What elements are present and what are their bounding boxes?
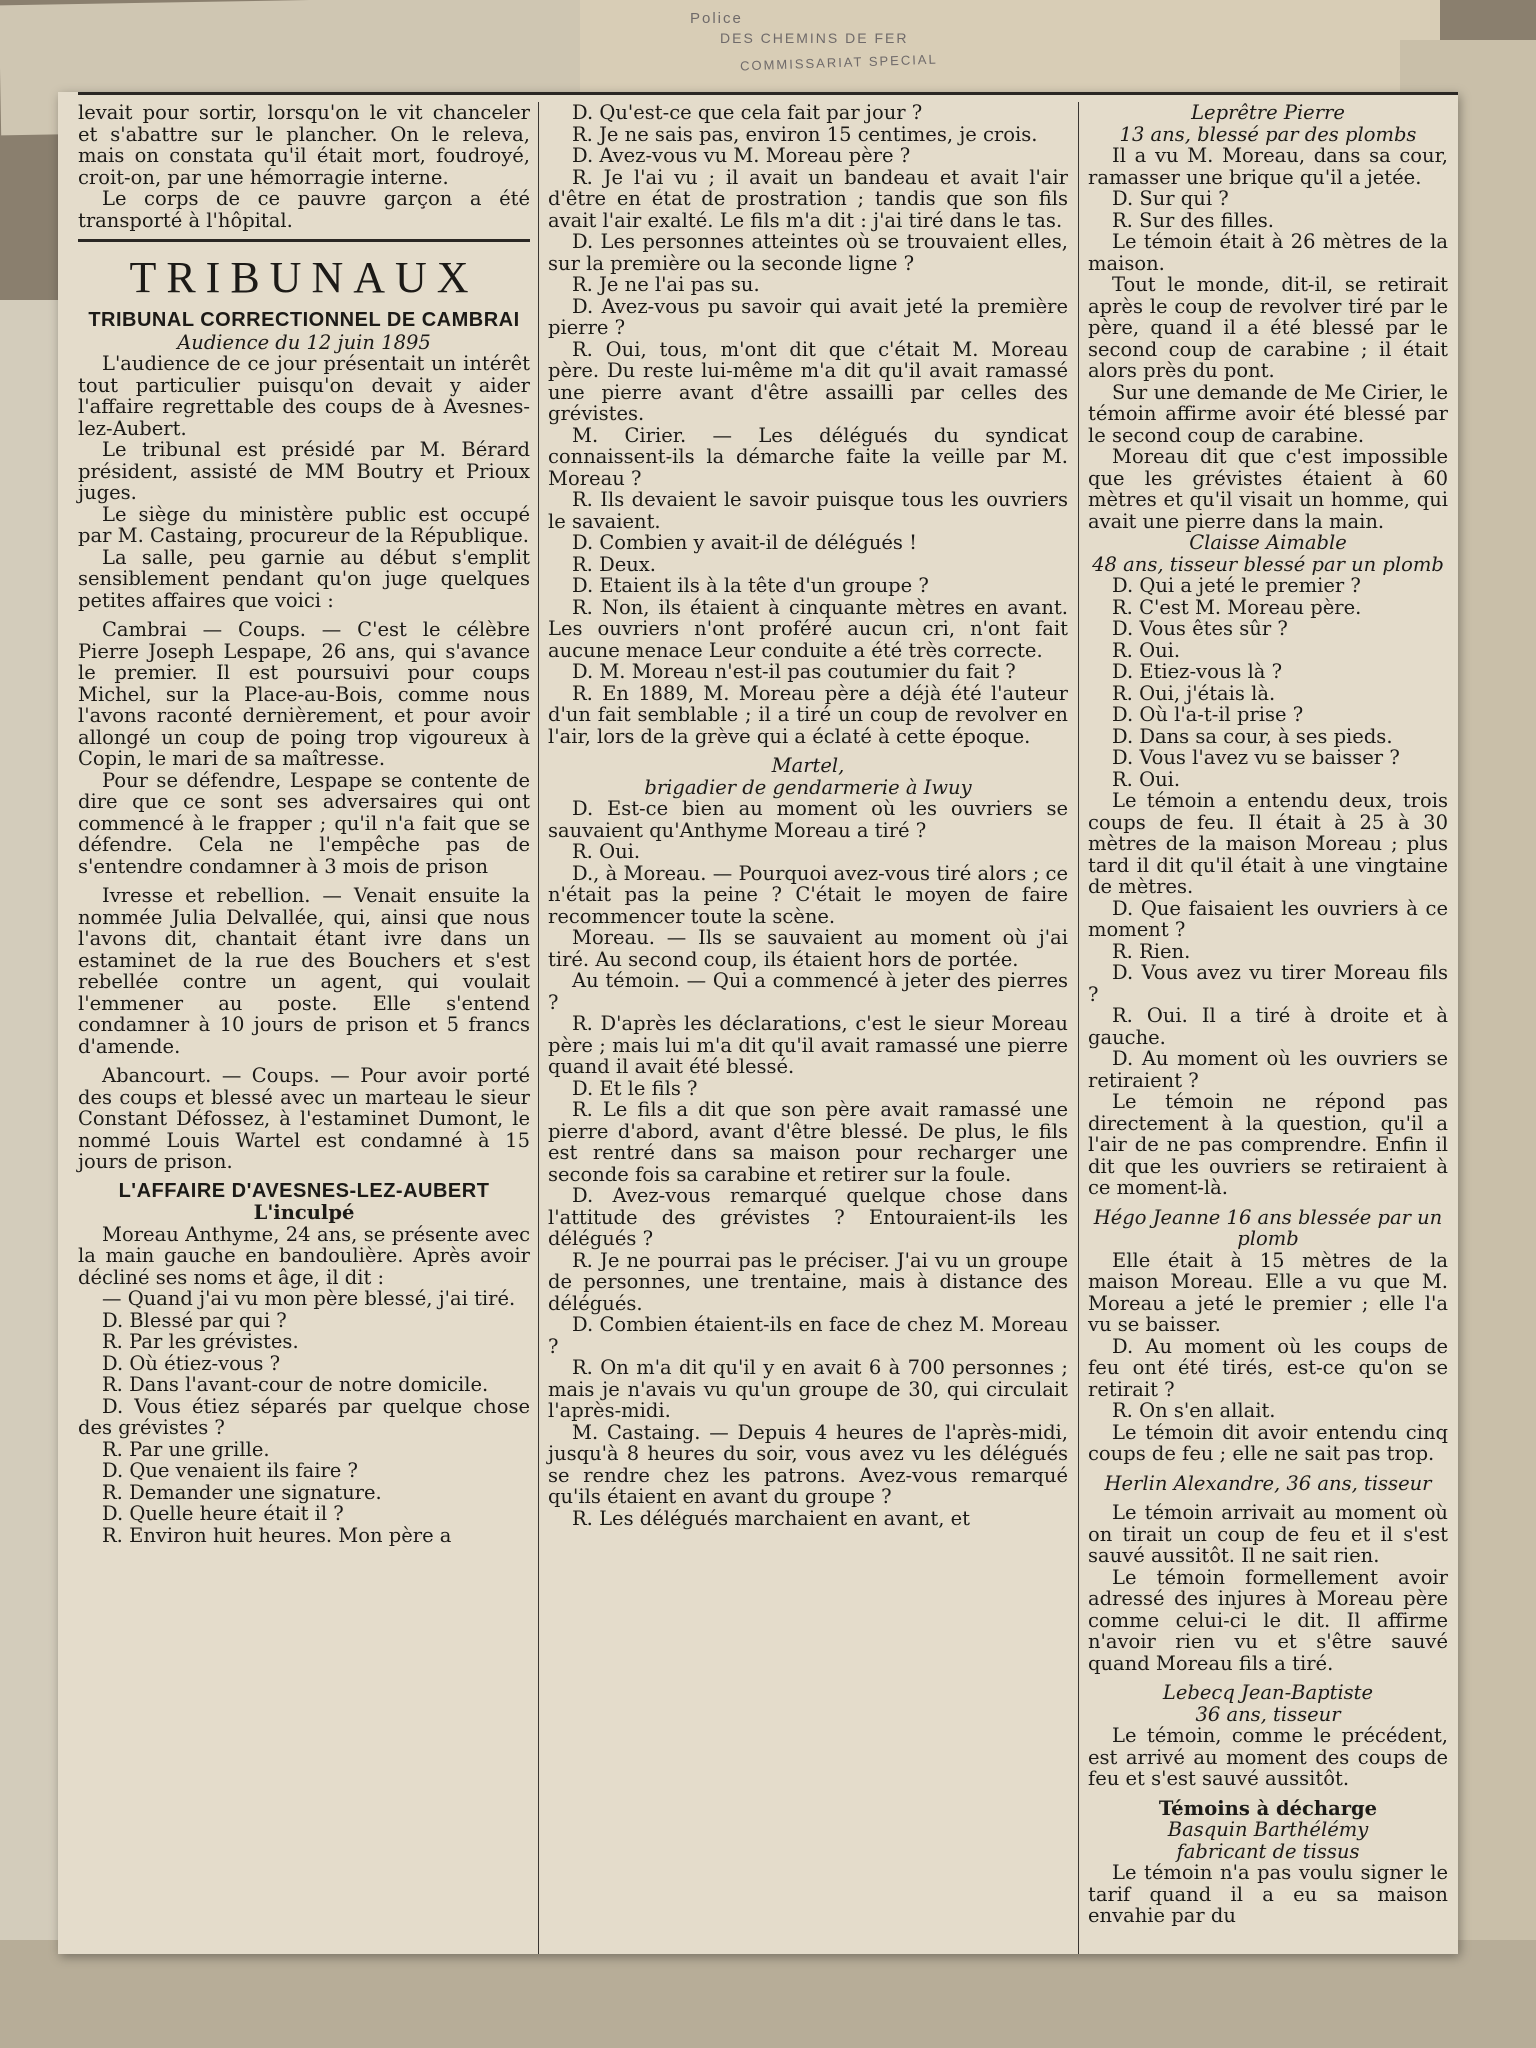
- column-1: [78, 102, 530, 1954]
- dialogue-line: Le témoin dit avoir entendu cinq coups de feu ; elle ne sait pas trop.: [1088, 1420, 1448, 1465]
- article-paragraph: Le tribunal est présidé par M. Bérard président, assisté de MM Boutry et Prioux juges.: [78, 438, 530, 504]
- decharge-title: Témoins à décharge: [1158, 1796, 1378, 1820]
- background-paper-bottom: [0, 1940, 1536, 2048]
- witness-heading: Herlin Alexandre, 36 ans, tisseur: [1104, 1471, 1432, 1495]
- dialogue-line: R. Par une grille.: [102, 1437, 270, 1461]
- dialogue-line: D. Etaient ils à la tête d'un groupe ?: [572, 574, 929, 597]
- dialogue-line: R. Oui, j'étais là.: [1112, 681, 1276, 705]
- dialogue-line: D. Est-ce bien au moment où les ouvriers se sauvaient qu'Anthyme Moreau a tiré ?: [548, 797, 1068, 842]
- dialogue-line: R. Deux.: [572, 552, 657, 576]
- dialogue-line: — Quand j'ai vu mon père blessé, j'ai tiré.: [102, 1287, 516, 1310]
- dialogue-line: R. Oui, tous, m'ont dit que c'était M. Moreau père. Du reste lui-même m'a dit qu'il avait ramassé une pierre avant d'être assailli par celles des grévistes.: [548, 337, 1068, 425]
- dialogue-line: R. Je ne pourrai pas le préciser. J'ai vu un groupe de personnes, une trentaine, mais à distance des délégués.: [548, 1248, 1068, 1315]
- witness-description: 48 ans, tisseur blessé par un plomb: [1092, 552, 1444, 576]
- column-rule-1: [538, 102, 539, 1954]
- dialogue-line: R. On m'a dit qu'il y en avait 6 à 700 personnes ; mais je n'avais vu qu'un groupe de 30, qui circulait l'après-midi.: [548, 1356, 1068, 1422]
- dialogue-line: Il a vu M. Moreau, dans sa cour, ramasser une brique qu'il a jetée.: [1088, 144, 1448, 189]
- dialogue-line: Le témoin ne répond pas directement à la question, qu'il a l'air de ne pas comprendre. Enfin il dit que les ouvriers se retiraient à ce moment-là.: [1088, 1090, 1448, 1199]
- dialogue-line: R. D'après les déclarations, c'est le sieur Moreau père ; mais lui m'a dit qu'il avait ramassé une pierre quand il avait été blessé.: [548, 1012, 1068, 1078]
- witness-name: Leprêtre Pierre: [1191, 101, 1345, 124]
- column-rule-2: [1078, 102, 1079, 1954]
- dialogue-line: D. Avez-vous pu savoir qui avait jeté la première pierre ?: [548, 294, 1068, 339]
- dialogue-line: D. Quelle heure était il ?: [102, 1502, 344, 1525]
- witness-description: 13 ans, blessé par des plombs: [1119, 122, 1417, 146]
- affaire-title: L'AFFAIRE D'AVESNES-LEZ-AUBERT: [118, 1179, 490, 1202]
- dialogue-line: D., à Moreau. — Pourquoi avez-vous tiré alors ; ce n'était pas la peine ? C'était le moyen de faire recommencer toute la scène.: [548, 861, 1068, 928]
- dialogue-line: R. Demander une signature.: [102, 1480, 382, 1504]
- intro-paragraph: levait pour sortir, lorsqu'on le vit chanceler et s'abattre sur le plancher. On le releva, mais on constata qu'il était mort, foudroyé, croit-on, par une hémorragie interne.: [78, 101, 530, 189]
- dialogue-line: R. Rien.: [1112, 939, 1191, 963]
- dialogue-line: R. Oui. Il a tiré à droite et à gauche.: [1088, 1004, 1448, 1049]
- dialogue-line: M. Castaing. — Depuis 4 heures de l'après-midi, jusqu'à 8 heures du soir, vous avez vu les délégués se rendre chez les patrons. Avez-vous remarqué qu'ils étaient en avant du groupe ?: [548, 1420, 1068, 1508]
- witness-heading: Hégo Jeanne 16 ans blessée par un plomb: [1093, 1205, 1443, 1250]
- witness-name: Claisse Aimable: [1189, 531, 1347, 554]
- dialogue-line: R. Oui.: [572, 840, 641, 863]
- witness-name: Martel,: [771, 754, 845, 777]
- article-paragraph: Le siège du ministère public est occupé par M. Castaing, procureur de la République.: [78, 502, 530, 547]
- article-paragraph: Abancourt. — Coups. — Pour avoir porté des coups et blessé avec un marteau le sieur Constant Défossez, à l'estaminet Dumont, le nommé Louis Wartel est condamné à 15 jours de prison.: [78, 1064, 530, 1173]
- dialogue-line: D. Avez-vous vu M. Moreau père ?: [572, 144, 911, 167]
- top-rule: [78, 92, 1458, 95]
- article-paragraph: Pour se défendre, Lespape se contente de dire que ce sont ses adversaires qui ont commencé à le frapper ; qu'il n'a fait que se défendre. Cela ne l'empêche pas de s'entendre condamner à 3 mois de prison: [78, 768, 530, 878]
- dialogue-line: D. Que venaient ils faire ?: [102, 1459, 359, 1482]
- stamp-chemins-de-fer: DES CHEMINS DE FER: [720, 30, 909, 46]
- dialogue-line: R. C'est M. Moreau père.: [1112, 595, 1362, 619]
- dialogue-line: Moreau. — Ils se sauvaient au moment où j'ai tiré. Au second coup, ils étaient hors de portée.: [548, 926, 1068, 971]
- column-3: [1088, 102, 1448, 1954]
- dialogue-line: D. Etiez-vous là ?: [1112, 660, 1283, 683]
- dialogue-line: D. Blessé par qui ?: [102, 1308, 287, 1332]
- dialogue-line: D. Vous avez vu tirer Moreau fils ?: [1088, 961, 1448, 1006]
- dialogue-line: D. Où l'a-t-il prise ?: [1112, 703, 1304, 726]
- intro-paragraph: Le corps de ce pauvre garçon a été transporté à l'hôpital.: [78, 187, 530, 232]
- dialogue-line: R. Ils devaient le savoir puisque tous les ouvriers le savaient.: [548, 488, 1068, 533]
- dialogue-line: D. Vous l'avez vu se baisser ?: [1112, 746, 1400, 769]
- dialogue-line: Moreau dit que c'est impossible que les grévistes étaient à 60 mètres et qu'il visait un homme, qui avait une pierre dans la main.: [1088, 445, 1448, 533]
- dialogue-line: R. On s'en allait.: [1112, 1399, 1276, 1422]
- witness-role: brigadier de gendarmerie à Iwuy: [644, 775, 972, 799]
- dialogue-line: R. Dans l'avant-cour de notre domicile.: [102, 1373, 489, 1396]
- dialogue-line: R. En 1889, M. Moreau père a déjà été l'auteur d'un fait semblable ; il a tiré un coup de revolver en l'air, lors de la grève qui a éclaté à cette époque.: [548, 681, 1068, 748]
- dialogue-line: M. Cirier. — Les délégués du syndicat connaissent-ils la démarche faite la veille par M. Moreau ?: [548, 423, 1068, 490]
- witness-name: Basquin Barthélémy: [1167, 1818, 1369, 1841]
- stamp-commissariat: COMMISSARIAT SPECIAL: [739, 51, 938, 74]
- dialogue-line: D. Où étiez-vous ?: [102, 1351, 281, 1375]
- witness-description: fabricant de tissus: [1176, 1839, 1360, 1863]
- dialogue-line: Moreau Anthyme, 24 ans, se présente avec la main gauche en bandoulière. Après avoir décliné ses noms et âge, il dit :: [78, 1222, 530, 1289]
- dialogue-line: D. Qui a jeté le premier ?: [1112, 574, 1361, 597]
- dialogue-line: D. Combien étaient-ils en face de chez M. Moreau ?: [548, 1313, 1068, 1358]
- stamp-police: Police: [690, 10, 743, 27]
- dialogue-line: Le témoin arrivait au moment où on tirait un coup de feu et il s'est sauvé aussitôt. Il ne sait rien.: [1088, 1501, 1448, 1567]
- dialogue-line: D. Vous êtes sûr ?: [1112, 617, 1288, 640]
- dialogue-line: Elle était à 15 mètres de la maison Moreau. Elle a vu que M. Moreau a jeté le premier ; elle l'a vu se baisser.: [1088, 1248, 1448, 1336]
- dialogue-line: R. Oui.: [1112, 638, 1181, 662]
- background-paper-edge: [0, 300, 60, 2048]
- dialogue-line: D. Vous étiez séparés par quelque chose des grévistes ?: [78, 1394, 530, 1439]
- dialogue-line: R. Sur des filles.: [1112, 208, 1274, 232]
- dialogue-line: R. Je l'ai vu ; il avait un bandeau et avait l'air d'être en état de prostration ; tandis que son fils avait l'air exalté. Le fils m'a dit : j'ai tiré dans le tas.: [548, 165, 1068, 232]
- dialogue-line: D. Sur qui ?: [1112, 187, 1229, 210]
- column-2: [548, 102, 1068, 1954]
- dialogue-line: D. Les personnes atteintes où se trouvaient elles, sur la première ou la seconde ligne ?: [548, 230, 1068, 275]
- article-paragraph: La salle, peu garnie au début s'emplit sensiblement pendant qu'on juge quelques petites affaires que voici :: [78, 545, 530, 612]
- article-paragraph: L'audience de ce jour présentait un intérêt tout particulier puisqu'on devait y aider l'affaire regrettable des coups de à Avesnes-lez-Aubert.: [78, 352, 530, 440]
- dialogue-line: D. Qu'est-ce que cela fait par jour ?: [572, 101, 923, 124]
- dialogue-line: R. Par les grévistes.: [102, 1330, 299, 1353]
- dialogue-line: R. Environ huit heures. Mon père a: [102, 1523, 452, 1547]
- dialogue-line: D. Combien y avait-il de délégués !: [572, 531, 917, 554]
- section-title: TRIBUNAUX: [129, 253, 479, 302]
- dialogue-line: D. Au moment où les ouvriers se retiraient ?: [1088, 1047, 1448, 1092]
- dialogue-line: D. Et le fils ?: [572, 1076, 698, 1100]
- dialogue-line: Le témoin, comme le précédent, est arrivé au moment des coups de feu et s'est sauvé aussitôt.: [1088, 1724, 1448, 1790]
- dialogue-line: Tout le monde, dit-il, se retirait après le coup de revolver tiré par le père, quand il a été blessé par le second coup de carabine ; il était alors près du pont.: [1088, 273, 1448, 382]
- section-divider: [78, 239, 530, 242]
- dialogue-line: Le témoin a entendu deux, trois coups de feu. Il était à 25 à 30 mètres de la maison Moreau ; plus tard il dit qu'il était à une vingtaine de mètres.: [1088, 789, 1448, 898]
- dialogue-line: D. Dans sa cour, à ses pieds.: [1112, 724, 1393, 748]
- dialogue-line: R. Non, ils étaient à cinquante mètres en avant. Les ouvriers n'ont proféré aucun cri, n'ont fait aucune menace Leur conduite a été très correcte.: [548, 595, 1068, 662]
- dialogue-line: D. Que faisaient les ouvriers à ce moment ?: [1088, 896, 1448, 941]
- witness-description: 36 ans, tisseur: [1195, 1702, 1341, 1726]
- dialogue-line: R. Les délégués marchaient en avant, et: [572, 1506, 971, 1530]
- dialogue-line: Sur une demande de Me Cirier, le témoin affirme avoir été blessé par le second coup de carabine.: [1088, 380, 1448, 447]
- dialogue-line: R. Je ne l'ai pas su.: [572, 273, 760, 296]
- inculpe-title: L'inculpé: [253, 1201, 355, 1224]
- court-date: Audience du 12 juin 1895: [177, 330, 431, 354]
- dialogue-line: D. M. Moreau n'est-il pas coutumier du fait ?: [572, 660, 1016, 683]
- witness-name: Lebecq Jean-Baptiste: [1162, 1681, 1374, 1704]
- dialogue-line: R. Je ne sais pas, environ 15 centimes, je crois.: [572, 122, 1038, 146]
- article-paragraph: Ivresse et rebellion. — Venait ensuite la nommée Julia Delvallée, qui, ainsi que nous l'avons dit, chantait étant ivre dans un estaminet de la rue des Bouchers et s'est rebellée contre un agent, qui voulait l'emmener au poste. Elle s'entend condamner à 10 jours de prison et 5 francs d'amende.: [78, 884, 530, 1058]
- article-paragraph: Cambrai — Coups. — C'est le célèbre Pierre Joseph Lespape, 26 ans, qui s'avance le premier. Il est poursuivi pour coups Michel, sur la Place-au-Bois, comme nous l'avons raconté dernièrement, et pour avoir allongé un coup de poing trop vigoureux à Copin, le mari de sa maîtresse.: [78, 618, 530, 770]
- dialogue-line: D. Avez-vous remarqué quelque chose dans l'attitude des grévistes ? Entouraient-ils les délégués ?: [548, 1184, 1068, 1250]
- dialogue-line: Le témoin n'a pas voulu signer le tarif quand il a eu sa maison envahie par du: [1088, 1861, 1448, 1927]
- court-title: TRIBUNAL CORRECTIONNEL DE CAMBRAI: [88, 309, 520, 331]
- dialogue-line: D. Au moment où les coups de feu ont été tirés, est-ce qu'on se retirait ?: [1088, 1334, 1448, 1401]
- dialogue-line: R. Le fils a dit que son père avait ramassé une pierre d'abord, avant d'être blessé. De plus, le fils est rentré dans sa maison pour recharger une seconde fois sa carabine et retirer sur la foule.: [548, 1098, 1068, 1186]
- dialogue-line: Le témoin était à 26 mètres de la maison.: [1088, 230, 1448, 275]
- dialogue-line: Au témoin. — Qui a commencé à jeter des pierres ?: [548, 969, 1068, 1014]
- dialogue-line: Le témoin formellement avoir adressé des injures à Moreau père comme celui-ci le dit. Il affirme n'avoir rien vu et s'être sauvé quand Moreau fils a tiré.: [1088, 1565, 1448, 1675]
- newspaper-clipping: [58, 92, 1458, 1954]
- dialogue-line: R. Oui.: [1112, 767, 1181, 791]
